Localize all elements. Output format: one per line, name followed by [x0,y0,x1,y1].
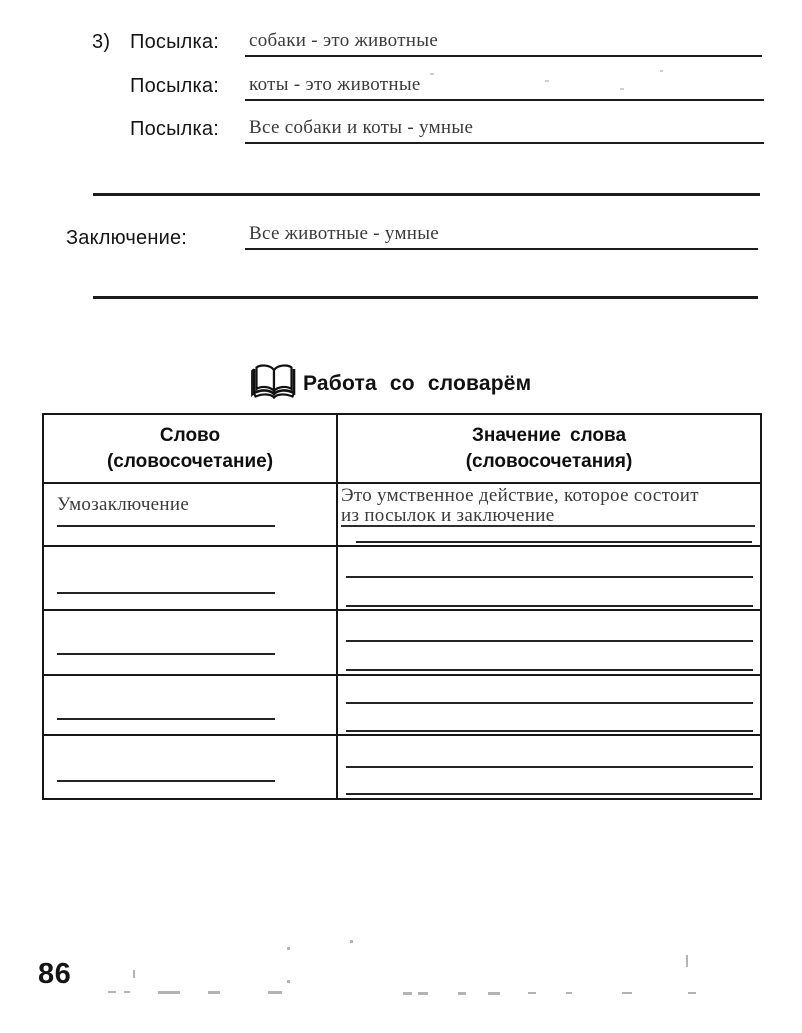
scan-speck [208,991,220,994]
meaning-write-line [346,576,753,578]
scan-speck [268,991,282,994]
conclusion-answer: Все животные - умные [249,223,440,244]
meaning-cell [338,611,760,674]
meaning-cell [338,676,760,734]
premise-line-1 [245,28,762,57]
scan-speck [418,992,428,995]
table-row-empty [44,609,760,674]
word-cell [44,547,338,609]
meaning-write-line [346,640,753,642]
scan-speck [287,947,290,950]
header-meaning-column [338,415,760,482]
word-write-line [57,592,275,594]
meaning-cell [338,547,760,609]
premise-label-3: Посылка: [130,118,220,140]
table-header-row [44,415,760,482]
blank-write-line-1 [93,193,760,196]
meaning-entry-line2-text: из посылок и заключение [341,505,555,526]
meaning-write-line [346,793,753,795]
scan-speck [688,992,696,994]
meaning-write-line [346,669,753,671]
premise-line-2 [245,72,764,101]
word-cell [44,484,338,545]
scan-speck [158,991,180,994]
table-row-empty [44,545,760,609]
vocabulary-heading: Работа со словарём [303,372,532,395]
meaning-entry-line2 [341,506,755,527]
page-number: 86 [38,958,72,990]
premise-label-2: Посылка: [130,75,220,97]
scan-speck [528,992,536,994]
meaning-write-line [346,702,753,704]
scan-speck [124,991,130,993]
word-cell [44,676,338,734]
scan-speck [403,992,412,995]
conclusion-line [245,221,758,250]
word-write-line [57,653,275,655]
item-number: 3) [92,31,111,53]
scan-speck [686,955,688,967]
blank-write-line-2 [93,296,758,299]
scan-speck [566,992,572,994]
premise-label-1: Посылка: [130,31,220,53]
premise-line-3 [245,115,764,144]
open-book-icon [250,360,298,401]
meaning-write-line [346,605,753,607]
table-row-filled [44,482,760,545]
meaning-write-line [346,730,753,732]
scan-speck [458,992,466,995]
word-write-line [57,525,275,527]
word-entry: Умозаключение [57,494,190,515]
word-write-line [57,780,275,782]
meaning-write-line [346,766,753,768]
scan-speck [545,80,549,82]
premise-answer-1: собаки - это животные [249,30,439,51]
conclusion-label: Заключение: [66,227,188,249]
meaning-cell [338,484,760,545]
premise-answer-2: коты - это животные [249,74,421,95]
header-meaning-line2: (словосочетания) [465,451,633,472]
word-write-line [57,718,275,720]
header-word-line1: Слово [159,425,221,446]
header-word-column [44,415,338,482]
scan-speck [622,992,632,994]
scan-speck [108,991,116,993]
meaning-entry-line1: Это умственное действие, которое состоит [341,485,699,506]
meaning-cell [338,736,760,798]
meaning-write-line [356,541,752,543]
scan-speck [350,940,353,943]
header-meaning-line1: Значение слова [471,425,627,446]
scan-speck [620,88,624,90]
word-cell [44,611,338,674]
table-row-empty [44,734,760,798]
scan-speck [430,73,434,75]
table-row-empty [44,674,760,734]
premise-answer-3: Все собаки и коты - умные [249,117,474,138]
header-word-line2: (словосочетание) [106,451,274,472]
vocabulary-table [42,413,762,800]
scan-speck [488,992,500,995]
scan-speck [133,970,135,978]
scan-speck [660,70,663,72]
scan-speck [287,980,290,983]
word-cell [44,736,338,798]
